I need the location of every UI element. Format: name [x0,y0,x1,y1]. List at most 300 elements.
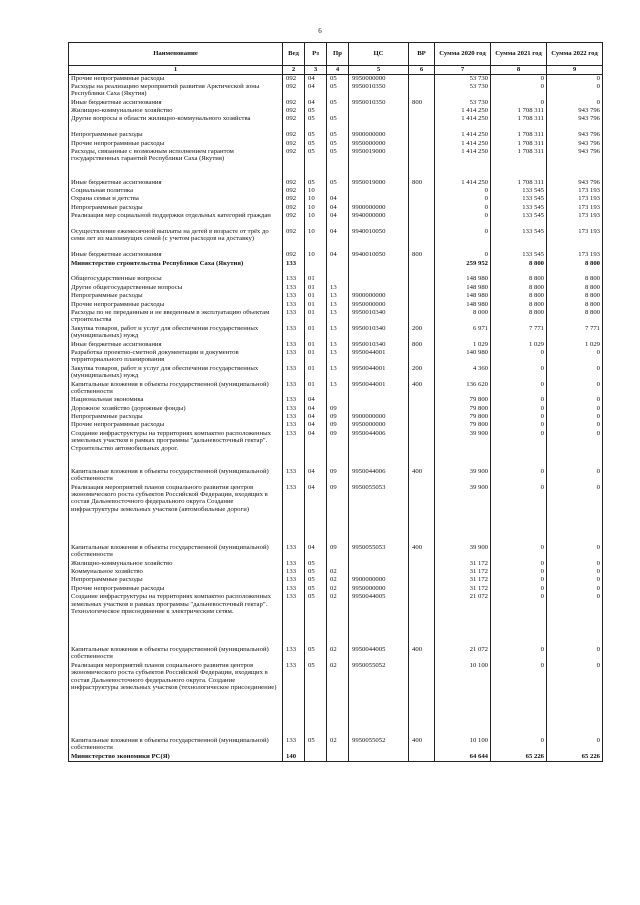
cell-rz: 01 [305,309,327,325]
cell-name: Министерство строительства Республики Саха (Якутия) [69,260,283,276]
cell-pr: 13 [327,292,349,300]
cell-rz: 01 [305,284,327,292]
cell-sum-2022: 0 [547,468,603,484]
cell-name: Национальная экономика [69,396,283,404]
cell-sum-2021: 0 [491,568,547,576]
cell-cs [349,107,409,115]
cell-sum-2022: 65 226 [547,753,603,761]
cell-sum-2021: 0 [491,396,547,404]
table-row [69,260,603,276]
table-row [69,148,603,179]
table-row [69,187,603,195]
cell-vr: 800 [409,179,435,187]
cell-sum-2021: 0 [491,421,547,429]
col-number: 1 [69,66,283,75]
cell-ved: 133 [283,405,305,413]
table-row [69,292,603,300]
page-number: 6 [318,27,322,35]
cell-vr [409,568,435,576]
cell-sum-2022: 943 796 [547,140,603,148]
cell-rz: 05 [305,140,327,148]
cell-sum-2021: 0 [491,430,547,468]
cell-sum-2021: 8 800 [491,292,547,300]
cell-name: Иные бюджетные ассигнования [69,341,283,349]
cell-ved: 133 [283,349,305,365]
cell-vr: 400 [409,468,435,484]
cell-rz: 04 [305,484,327,544]
column-number-row [69,66,603,75]
cell-sum-2021: 0 [491,365,547,381]
cell-pr: 05 [327,140,349,148]
table-row [69,195,603,203]
cell-pr: 05 [327,179,349,187]
table-row [69,204,603,212]
cell-rz: 10 [305,187,327,195]
cell-vr [409,275,435,283]
cell-cs [349,568,409,576]
cell-ved: 133 [283,737,305,753]
cell-rz: 04 [305,405,327,413]
cell-sum-2021: 1 708 311 [491,148,547,179]
cell-vr [409,430,435,468]
cell-sum-2022: 0 [547,365,603,381]
table-row [69,99,603,107]
cell-vr: 200 [409,325,435,341]
cell-vr [409,576,435,584]
cell-rz: 01 [305,292,327,300]
header-sum-2022: Сумма 2022 год [547,43,603,66]
cell-vr [409,148,435,179]
cell-name: Прочие непрограммные расходы [69,585,283,593]
cell-vr [409,107,435,115]
table-row [69,275,603,283]
cell-sum-2022: 173 193 [547,187,603,195]
cell-ved: 133 [283,646,305,662]
cell-rz: 05 [305,737,327,753]
cell-pr [327,753,349,761]
cell-ved: 092 [283,99,305,107]
cell-vr [409,115,435,131]
table-row [69,396,603,404]
col-number: 9 [547,66,603,75]
cell-vr [409,260,435,276]
table-row [69,544,603,560]
cell-vr: 400 [409,544,435,560]
cell-rz: 05 [305,585,327,593]
cell-vr: 400 [409,737,435,753]
cell-name: Непрограммные расходы [69,131,283,139]
cell-vr: 400 [409,381,435,397]
cell-cs [349,753,409,761]
cell-cs: 9950044001 [349,365,409,381]
cell-pr: 05 [327,148,349,179]
cell-rz: 04 [305,75,327,83]
cell-sum-2021: 133 545 [491,204,547,212]
cell-ved: 133 [283,275,305,283]
cell-vr [409,204,435,212]
table-row [69,228,603,251]
cell-sum-2022: 0 [547,430,603,468]
cell-cs [349,284,409,292]
cell-ved: 092 [283,204,305,212]
col-number: 6 [409,66,435,75]
cell-pr: 09 [327,405,349,413]
cell-sum-2020: 64 644 [435,753,491,761]
cell-sum-2020: 136 620 [435,381,491,397]
cell-sum-2021: 0 [491,662,547,737]
cell-vr [409,662,435,737]
cell-sum-2021: 8 800 [491,275,547,283]
cell-ved: 092 [283,140,305,148]
cell-rz: 01 [305,275,327,283]
cell-ved: 133 [283,568,305,576]
cell-ved: 133 [283,309,305,325]
cell-pr [327,275,349,283]
header-sum-2020: Сумма 2020 год [435,43,491,66]
cell-sum-2022: 943 796 [547,107,603,115]
cell-pr: 09 [327,544,349,560]
cell-name: Охрана семьи и детства [69,195,283,203]
cell-rz: 05 [305,662,327,737]
cell-sum-2021: 1 708 311 [491,179,547,187]
cell-cs: 9900000000 [349,292,409,300]
cell-sum-2020: 10 100 [435,737,491,753]
cell-sum-2021: 0 [491,593,547,646]
cell-rz: 01 [305,381,327,397]
cell-sum-2021: 0 [491,83,547,99]
cell-sum-2021: 0 [491,405,547,413]
cell-cs: 9950044006 [349,468,409,484]
col-number: 7 [435,66,491,75]
cell-sum-2020: 79 800 [435,396,491,404]
cell-sum-2020: 53 730 [435,99,491,107]
cell-ved: 092 [283,131,305,139]
cell-sum-2021: 0 [491,381,547,397]
cell-rz: 05 [305,593,327,646]
col-number: 5 [349,66,409,75]
cell-sum-2021: 8 800 [491,260,547,276]
header-rz: Рз [305,43,327,66]
cell-name: Непрограммные расходы [69,576,283,584]
cell-rz: 10 [305,204,327,212]
cell-sum-2020: 79 800 [435,413,491,421]
cell-rz: 01 [305,349,327,365]
cell-pr: 02 [327,593,349,646]
cell-sum-2020: 53 730 [435,75,491,83]
table-row [69,115,603,131]
cell-rz: 04 [305,413,327,421]
cell-sum-2020: 1 414 250 [435,179,491,187]
col-number: 4 [327,66,349,75]
cell-sum-2020: 1 414 250 [435,148,491,179]
cell-sum-2021: 0 [491,544,547,560]
cell-pr: 04 [327,228,349,251]
cell-vr [409,75,435,83]
table-row [69,468,603,484]
cell-cs [349,405,409,413]
cell-name: Закупка товаров, работ и услуг для обеспечения государственных (муниципальных) нужд [69,365,283,381]
cell-pr: 09 [327,468,349,484]
cell-cs: 9950044001 [349,381,409,397]
table-row [69,753,603,761]
cell-cs [349,275,409,283]
cell-vr [409,195,435,203]
cell-rz: 05 [305,115,327,131]
cell-cs: 9950010340 [349,325,409,341]
cell-sum-2020: 39 900 [435,544,491,560]
cell-sum-2022: 0 [547,99,603,107]
cell-sum-2020: 4 360 [435,365,491,381]
cell-rz: 04 [305,99,327,107]
cell-sum-2022: 173 193 [547,228,603,251]
cell-sum-2022: 8 800 [547,301,603,309]
cell-sum-2022: 943 796 [547,179,603,187]
table-row [69,484,603,544]
cell-sum-2021: 0 [491,737,547,753]
cell-ved: 133 [283,325,305,341]
cell-rz: 05 [305,560,327,568]
table-row [69,325,603,341]
cell-name: Другие общегосударственные вопросы [69,284,283,292]
cell-ved: 092 [283,251,305,259]
cell-sum-2020: 79 800 [435,421,491,429]
cell-name: Иные бюджетные ассигнования [69,179,283,187]
cell-ved: 133 [283,576,305,584]
cell-vr: 800 [409,251,435,259]
cell-rz: 05 [305,179,327,187]
cell-sum-2020: 21 072 [435,646,491,662]
cell-vr [409,585,435,593]
cell-name: Расходы по не переданным и не введенным в эксплуатацию объектам строительства [69,309,283,325]
cell-cs: 9950000000 [349,75,409,83]
cell-pr: 04 [327,195,349,203]
cell-sum-2020: 0 [435,187,491,195]
cell-sum-2020: 8 000 [435,309,491,325]
table-row [69,107,603,115]
cell-ved: 133 [283,430,305,468]
cell-vr: 200 [409,365,435,381]
cell-sum-2021: 0 [491,349,547,365]
cell-sum-2022: 0 [547,593,603,646]
cell-vr: 800 [409,99,435,107]
cell-cs [349,260,409,276]
cell-sum-2020: 79 800 [435,405,491,413]
table-row [69,140,603,148]
cell-sum-2022: 173 193 [547,204,603,212]
cell-vr [409,187,435,195]
cell-name: Создание инфраструктуры на территориях компактно расположенных земельных участков в рамках программы "дальневосточный гектар". Строительство автомобильных дорог. [69,430,283,468]
table-row [69,83,603,99]
cell-vr [409,396,435,404]
cell-cs: 9950044005 [349,646,409,662]
cell-rz: 04 [305,468,327,484]
cell-name: Иные бюджетные ассигнования [69,251,283,259]
cell-cs: 9950044001 [349,349,409,365]
table-row [69,179,603,187]
header-ved: Вед [283,43,305,66]
cell-pr [327,260,349,276]
cell-sum-2021: 133 545 [491,187,547,195]
cell-sum-2022: 0 [547,421,603,429]
cell-sum-2022: 7 771 [547,325,603,341]
cell-sum-2022: 173 193 [547,212,603,228]
table-row [69,301,603,309]
cell-cs: 9940010050 [349,228,409,251]
cell-vr [409,484,435,544]
cell-rz: 04 [305,83,327,99]
cell-sum-2021: 0 [491,576,547,584]
cell-cs [349,195,409,203]
cell-vr: 800 [409,341,435,349]
cell-sum-2022: 0 [547,544,603,560]
cell-vr [409,309,435,325]
cell-cs [349,396,409,404]
cell-sum-2022: 173 193 [547,195,603,203]
cell-rz: 10 [305,212,327,228]
cell-ved: 133 [283,421,305,429]
table-row [69,131,603,139]
table-row [69,585,603,593]
table-row [69,737,603,753]
cell-sum-2021: 1 708 311 [491,115,547,131]
table-row [69,251,603,259]
cell-ved: 092 [283,115,305,131]
cell-rz: 05 [305,568,327,576]
table-row [69,309,603,325]
cell-name: Прочие непрограммные расходы [69,140,283,148]
cell-pr: 05 [327,75,349,83]
cell-sum-2020: 1 414 250 [435,140,491,148]
cell-pr: 05 [327,131,349,139]
cell-sum-2021: 1 708 311 [491,107,547,115]
cell-sum-2021: 133 545 [491,212,547,228]
cell-sum-2020: 1 414 250 [435,107,491,115]
cell-pr: 05 [327,115,349,131]
cell-sum-2022: 0 [547,396,603,404]
cell-vr [409,228,435,251]
cell-vr [409,301,435,309]
cell-sum-2020: 0 [435,204,491,212]
cell-sum-2020: 39 900 [435,468,491,484]
cell-sum-2022: 0 [547,568,603,576]
cell-vr [409,212,435,228]
cell-sum-2022: 0 [547,576,603,584]
cell-name: Прочие непрограммные расходы [69,301,283,309]
cell-name: Капитальные вложения в объекты государственной (муниципальной) собственности [69,381,283,397]
cell-pr: 02 [327,646,349,662]
cell-sum-2022: 0 [547,349,603,365]
cell-sum-2020: 39 900 [435,430,491,468]
cell-vr [409,140,435,148]
cell-name: Капитальные вложения в объекты государственной (муниципальной) собственности [69,646,283,662]
cell-ved: 092 [283,107,305,115]
cell-cs: 9950019000 [349,148,409,179]
cell-rz: 05 [305,107,327,115]
table-row [69,421,603,429]
cell-ved: 092 [283,83,305,99]
cell-sum-2020: 259 952 [435,260,491,276]
header-sum-2021: Сумма 2021 год [491,43,547,66]
cell-ved: 133 [283,301,305,309]
cell-vr: 400 [409,646,435,662]
cell-sum-2022: 8 800 [547,292,603,300]
cell-rz: 04 [305,421,327,429]
cell-name: Капитальные вложения в объекты государственной (муниципальной) собственности [69,544,283,560]
cell-cs: 9900000000 [349,204,409,212]
cell-sum-2020: 31 172 [435,576,491,584]
cell-ved: 092 [283,212,305,228]
cell-rz: 04 [305,396,327,404]
cell-sum-2021: 133 545 [491,195,547,203]
cell-pr [327,560,349,568]
cell-cs: 9950044006 [349,430,409,468]
cell-sum-2021: 0 [491,75,547,83]
table-row [69,212,603,228]
cell-pr: 13 [327,325,349,341]
cell-sum-2020: 0 [435,212,491,228]
cell-sum-2022: 0 [547,585,603,593]
table-row [69,405,603,413]
cell-ved: 092 [283,187,305,195]
cell-cs: 9950055053 [349,544,409,560]
cell-ved: 133 [283,292,305,300]
cell-pr: 09 [327,430,349,468]
cell-pr: 02 [327,585,349,593]
cell-sum-2022: 0 [547,413,603,421]
cell-name: Жилищно-коммунальное хозяйство [69,560,283,568]
cell-vr [409,292,435,300]
cell-ved: 133 [283,468,305,484]
cell-rz: 05 [305,646,327,662]
table-row [69,576,603,584]
cell-sum-2020: 31 172 [435,560,491,568]
cell-vr [409,349,435,365]
cell-sum-2020: 39 900 [435,484,491,544]
cell-cs: 9940000000 [349,212,409,228]
cell-name: Создание инфраструктуры на территориях компактно расположенных земельных участков в рамках программы "дальневосточный гектар". Технологическое присоединение к электрическим сетям. [69,593,283,646]
cell-sum-2020: 0 [435,228,491,251]
cell-ved: 133 [283,593,305,646]
cell-sum-2020: 148 980 [435,284,491,292]
cell-name: Дорожное хозяйство (дорожные фонды) [69,405,283,413]
table-row [69,430,603,468]
cell-ved: 133 [283,544,305,560]
cell-cs: 9950010350 [349,83,409,99]
cell-sum-2021: 0 [491,646,547,662]
cell-sum-2020: 0 [435,195,491,203]
cell-name: Осуществление ежемесячной выплаты на детей в возрасте от трёх до семи лет из малоимущих семей (с учетом расходов на доставку) [69,228,283,251]
cell-pr: 02 [327,576,349,584]
cell-sum-2020: 31 172 [435,585,491,593]
cell-rz: 05 [305,576,327,584]
cell-ved: 133 [283,396,305,404]
cell-pr: 02 [327,737,349,753]
cell-cs: 9950055052 [349,662,409,737]
cell-sum-2022: 943 796 [547,148,603,179]
cell-vr [409,593,435,646]
cell-sum-2020: 31 172 [435,568,491,576]
cell-sum-2022: 0 [547,83,603,99]
cell-pr: 13 [327,284,349,292]
cell-name: Реализация мер социальной поддержки отдельных категорий граждан [69,212,283,228]
cell-pr: 13 [327,365,349,381]
cell-pr: 13 [327,309,349,325]
table-row [69,365,603,381]
cell-sum-2020: 0 [435,251,491,259]
cell-cs: 9950055052 [349,737,409,753]
cell-pr: 09 [327,421,349,429]
cell-sum-2021: 1 708 311 [491,140,547,148]
